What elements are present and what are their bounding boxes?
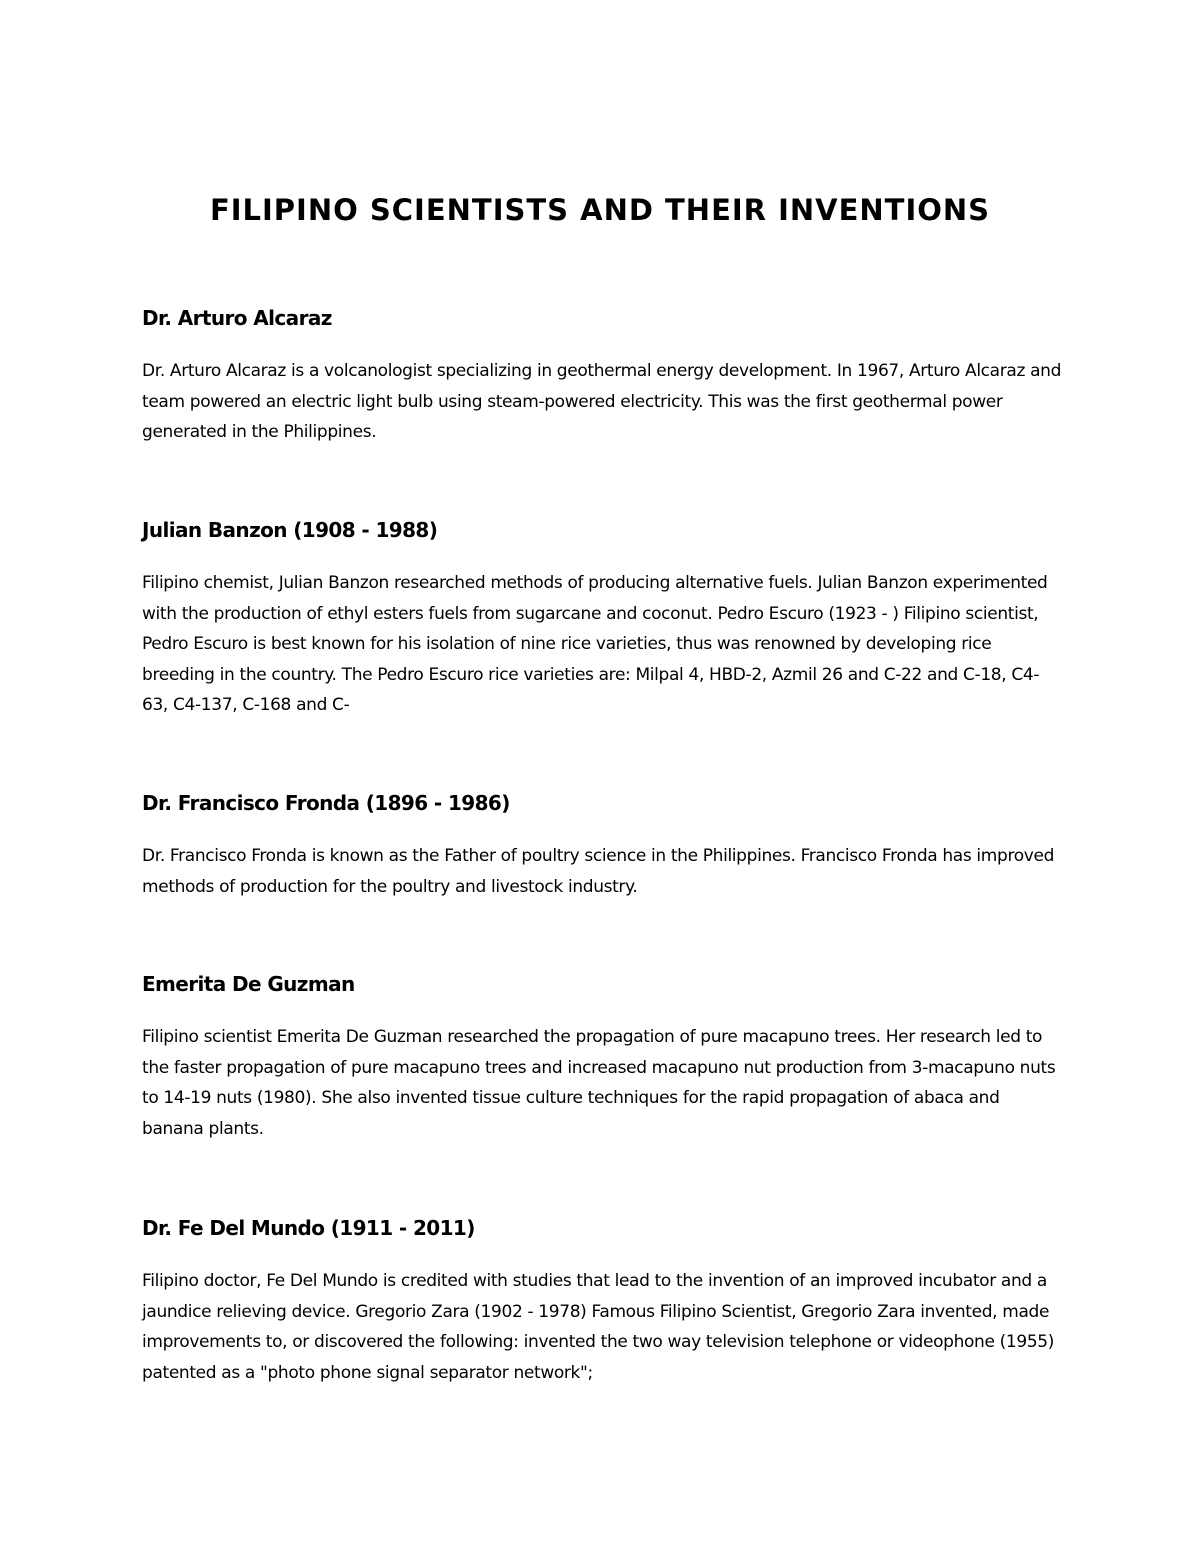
section-body: Filipino scientist Emerita De Guzman researched the propagation of pure macapuno trees. Her research led to the faster propagation of pure macapuno trees and increased macapuno nut production from 3-macapuno nuts to 14-19 nuts (1980). She also invented tissue culture techniques for the rapid propagation of abaca and banana plants. (142, 1027, 1056, 1139)
section-body: Dr. Arturo Alcaraz is a volcanologist specializing in geothermal energy development. In 1967, Arturo Alcaraz and team powered an electric light bulb using steam-powered electricity. This was the first geothermal power generated in the Philippines. (142, 361, 1062, 442)
section-heading: Julian Banzon (1908 - 1988) (142, 518, 438, 542)
section-heading: Dr. Fe Del Mundo (1911 - 2011) (142, 1216, 475, 1240)
section-fe-del-mundo (142, 1214, 1062, 1388)
section-body: Dr. Francisco Fronda is known as the Father of poultry science in the Philippines. Francisco Fronda has improved methods of production for the poultry and livestock industry. (142, 846, 1055, 897)
section-julian-banzon (142, 516, 1062, 721)
section-emerita-de-guzman (142, 970, 1062, 1144)
section-body: Filipino doctor, Fe Del Mundo is credited with studies that lead to the invention of an improved incubator and a jaundice relieving device. Gregorio Zara (1902 - 1978) Famous Filipino Scientist, Gregorio Zara invented, made improvements to, or discovered the following: invented the two way television telephone or videophone (1955) patented as a "photo phone signal separator network"; (142, 1271, 1055, 1383)
section-body: Filipino chemist, Julian Banzon researched methods of producing alternative fuels. Julian Banzon experimented with the production of ethyl esters fuels from sugarcane and coconut. Pedro Escuro (1923 - ) Filipino scientist, Pedro Escuro is best known for his isolation of nine rice varieties, thus was renowned by developing rice breeding in the country. The Pedro Escuro rice varieties are: Milpal 4, HBD-2, Azmil 26 and C-22 and C-18, C4-63, C4-137, C-168 and C- (142, 573, 1048, 715)
section-heading: Dr. Francisco Fronda (1896 - 1986) (142, 791, 510, 815)
section-heading: Dr. Arturo Alcaraz (142, 306, 332, 330)
document-title: FILIPINO SCIENTISTS AND THEIR INVENTIONS (209, 193, 991, 227)
section-arturo-alcaraz (142, 304, 1062, 448)
section-francisco-fronda (142, 789, 1062, 902)
section-heading: Emerita De Guzman (142, 972, 355, 996)
